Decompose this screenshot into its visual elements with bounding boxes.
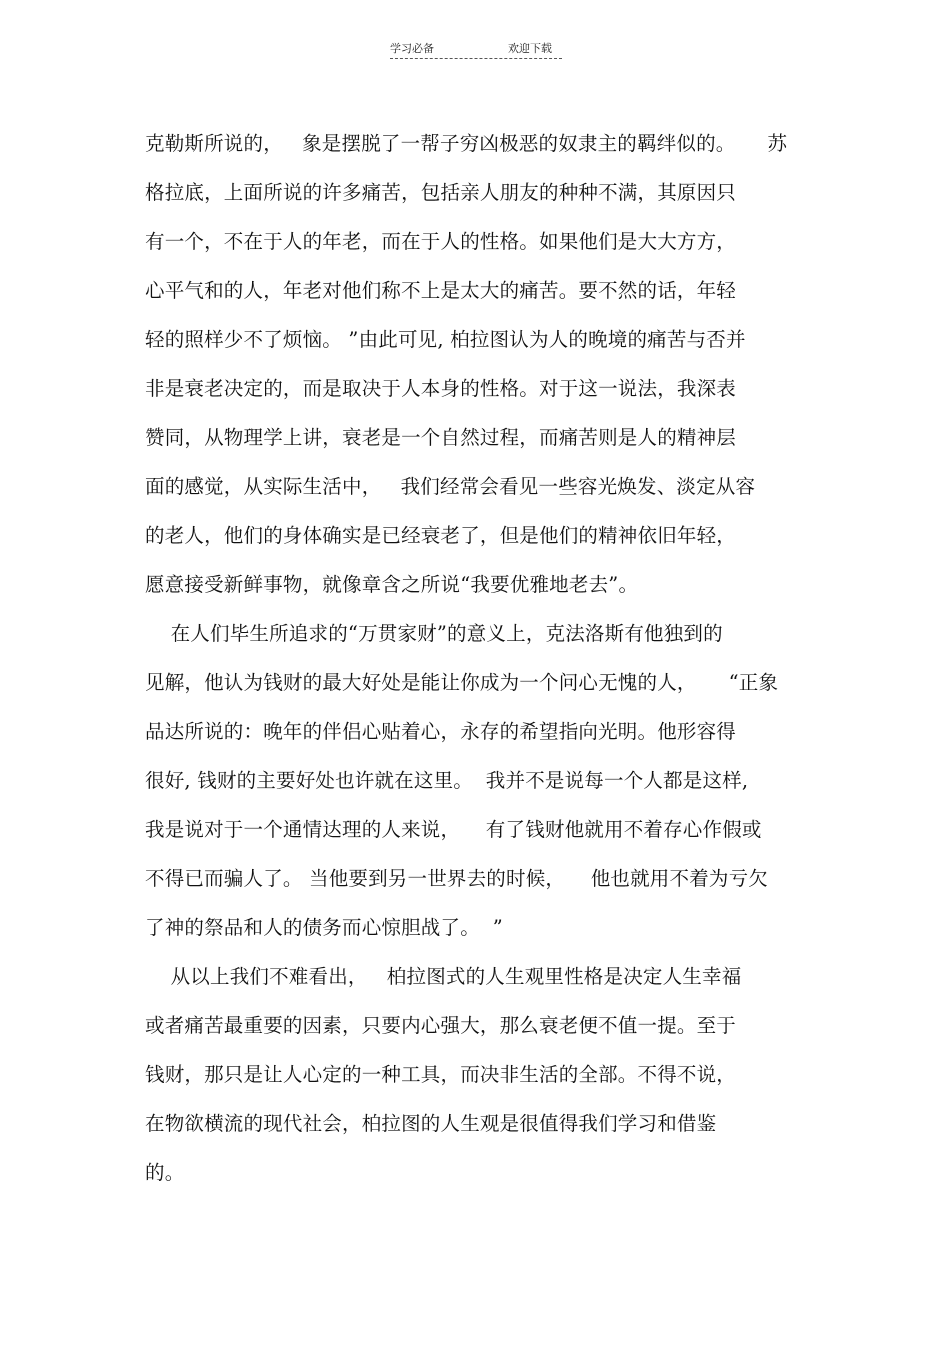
- header-right-text: 欢迎下载: [508, 42, 552, 55]
- text-line: 面的感觉，从实际生活中， 我们经常会看见一些容光焕发、淡定从容: [145, 475, 756, 498]
- text-line: 在人们毕生所追求的“万贯家财”的意义上，克法洛斯有他独到的: [145, 622, 723, 645]
- text-line: 品达所说的：晚年的伴侣心贴着心，永存的希望指向光明。他形容得: [145, 720, 737, 743]
- text-line: 很好, 钱财的主要好处也许就在这里。 我并不是说每一个人都是这样,: [145, 769, 749, 792]
- document-body: [145, 124, 835, 1202]
- text-line: 了神的祭品和人的债务而心惊胆战了。 ”: [145, 916, 503, 939]
- text-line: 在物欲横流的现代社会，柏拉图的人生观是很值得我们学习和借鉴: [145, 1112, 717, 1135]
- text-line: 我是说对于一个通情达理的人来说， 有了钱财他就用不着存心作假或: [145, 818, 762, 841]
- text-line: 的。: [145, 1161, 185, 1184]
- text-line: 心平气和的人，年老对他们称不上是太大的痛苦。要不然的话，年轻: [145, 279, 737, 302]
- text-line: 愿意接受新鲜事物，就像章含之所说“我要优雅地老去”。: [145, 573, 639, 596]
- text-line: 克勒斯所说的， 象是摆脱了一帮子穷凶极恶的奴隶主的羁绊似的。 苏: [145, 132, 788, 155]
- text-line: 的老人，他们的身体确实是已经衰老了，但是他们的精神依旧年轻，: [145, 524, 737, 547]
- text-line: 或者痛苦最重要的因素，只要内心强大，那么衰老便不值一提。至于: [145, 1014, 737, 1037]
- text-line: 赞同，从物理学上讲，衰老是一个自然过程，而痛苦则是人的精神层: [145, 426, 737, 449]
- text-line: 见解，他认为钱财的最大好处是能让你成为一个问心无愧的人， “正象: [145, 671, 779, 694]
- text-line: 轻的照样少不了烦恼。 ”由此可见, 柏拉图认为人的晚境的痛苦与否并: [145, 328, 746, 351]
- text-line: 格拉底，上面所说的许多痛苦，包括亲人朋友的种种不满，其原因只: [145, 181, 737, 204]
- header-left-text: 学习必备: [390, 42, 434, 55]
- page-header: [390, 38, 562, 59]
- text-line: 从以上我们不难看出， 柏拉图式的人生观里性格是决定人生幸福: [145, 965, 742, 988]
- text-line: 不得已而骗人了。 当他要到另一世界去的时候， 他也就用不着为亏欠: [145, 867, 768, 890]
- text-line: 非是衰老决定的，而是取决于人本身的性格。对于这一说法，我深表: [145, 377, 737, 400]
- text-line: 钱财，那只是让人心定的一种工具，而决非生活的全部。不得不说，: [145, 1063, 737, 1086]
- text-line: 有一个，不在于人的年老，而在于人的性格。如果他们是大大方方，: [145, 230, 737, 253]
